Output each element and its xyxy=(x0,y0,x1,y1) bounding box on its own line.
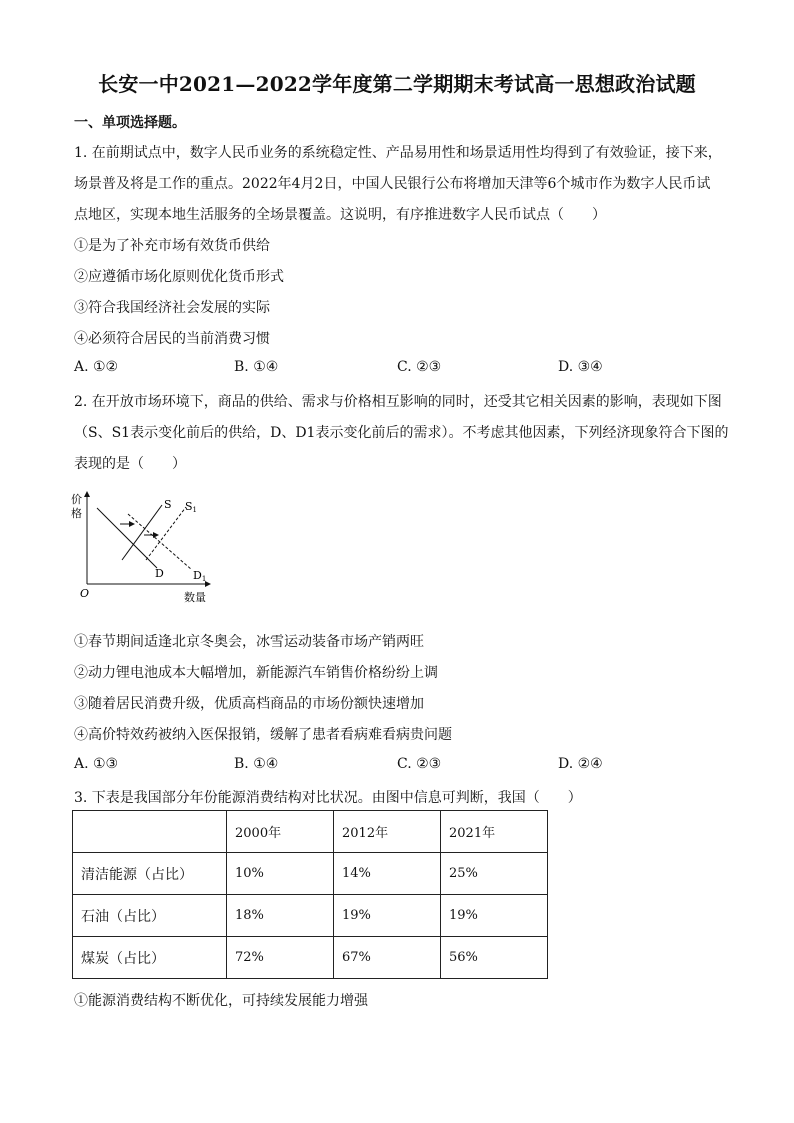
table-header-cell: 2000年 xyxy=(227,811,334,853)
table-cell: 19% xyxy=(334,895,441,937)
table-row xyxy=(73,895,548,937)
y-axis-label-1: 价 xyxy=(71,493,82,506)
demand-curve-d xyxy=(97,508,157,568)
q2-option-b: B. ①④ xyxy=(234,756,279,772)
q1-item-1: ①是为了补充市场有效货币供给 xyxy=(74,238,270,254)
section-heading: 一、单项选择题。 xyxy=(74,115,186,131)
table-header-cell xyxy=(73,811,227,853)
demand-curve-d1 xyxy=(128,514,192,570)
q3-item-1: ①能源消费结构不断优化，可持续发展能力增强 xyxy=(74,993,368,1009)
label-d: D xyxy=(155,567,164,580)
supply-curve-s xyxy=(122,505,162,560)
origin-label: O xyxy=(80,587,90,600)
table-header-row xyxy=(73,811,548,853)
page-title: 长安一中2021—2022学年度第二学期期末考试高一思想政治试题 xyxy=(98,72,696,96)
table-header-cell: 2012年 xyxy=(334,811,441,853)
q2-item-1: ①春节期间适逢北京冬奥会，冰雪运动装备市场产销两旺 xyxy=(74,634,424,650)
label-s1-sub: 1 xyxy=(192,506,198,514)
table-header-cell: 2021年 xyxy=(441,811,548,853)
q1-line-1: 1. 在前期试点中，数字人民币业务的系统稳定性、产品易用性和场景适用性均得到了有效验证，接下来， xyxy=(74,145,722,161)
q2-option-c: C. ②③ xyxy=(397,756,442,772)
q1-line-2: 场景普及将是工作的重点。2022年4月2日，中国人民银行公布将增加天津等6个城市作为数字人民币试 xyxy=(74,176,711,192)
table-cell: 67% xyxy=(334,937,441,979)
label-d1 xyxy=(193,569,206,583)
table-cell: 56% xyxy=(441,937,548,979)
q1-item-4: ④必须符合居民的当前消费习惯 xyxy=(74,331,270,347)
energy-table xyxy=(72,810,548,979)
q2-item-4: ④高价特效药被纳入医保报销，缓解了患者看病难看病贵问题 xyxy=(74,727,452,743)
supply-curve-s1 xyxy=(146,507,186,560)
q2-item-2: ②动力锂电池成本大幅增加，新能源汽车销售价格纷纷上调 xyxy=(74,665,438,681)
table-cell: 煤炭（占比） xyxy=(73,937,227,979)
supply-demand-figure xyxy=(68,488,218,608)
q1-item-3: ③符合我国经济社会发展的实际 xyxy=(74,300,270,316)
table-cell: 14% xyxy=(334,853,441,895)
table-cell: 19% xyxy=(441,895,548,937)
label-s: S xyxy=(164,498,172,511)
q2-line-3: 表现的是（ ） xyxy=(74,456,186,472)
table-row xyxy=(73,937,548,979)
q2-line-2: （S、S1表示变化前后的供给，D、D1表示变化前后的需求）。不考虑其他因素，下列经济现象符合下图的 xyxy=(74,425,729,441)
q1-line-3: 点地区，实现本地生活服务的全场景覆盖。这说明，有序推进数字人民币试点（ ） xyxy=(74,207,606,223)
table-cell: 72% xyxy=(227,937,334,979)
table-cell: 清洁能源（占比） xyxy=(73,853,227,895)
q1-option-a: A. ①② xyxy=(74,359,119,375)
q2-line-1: 2. 在开放市场环境下，商品的供给、需求与价格相互影响的同时，还受其它相关因素的影响，表现如下图 xyxy=(74,394,722,410)
table-row xyxy=(73,853,548,895)
label-d1-sub: 1 xyxy=(201,575,207,583)
label-s1-main: S xyxy=(185,500,193,513)
q3-line-1: 3. 下表是我国部分年份能源消费结构对比状况。由图中信息可判断，我国（ ） xyxy=(74,790,582,806)
label-d1-main: D xyxy=(193,569,202,582)
table-cell: 25% xyxy=(441,853,548,895)
x-axis-label: 数量 xyxy=(184,591,206,604)
table-cell: 石油（占比） xyxy=(73,895,227,937)
q2-option-d: D. ②④ xyxy=(558,756,603,772)
q2-item-3: ③随着居民消费升级，优质高档商品的市场份额快速增加 xyxy=(74,696,424,712)
q1-option-c: C. ②③ xyxy=(397,359,442,375)
q1-item-2: ②应遵循市场化原则优化货币形式 xyxy=(74,269,284,285)
y-axis-label-2: 格 xyxy=(71,507,82,520)
q1-option-b: B. ①④ xyxy=(234,359,279,375)
table-cell: 10% xyxy=(227,853,334,895)
q1-option-d: D. ③④ xyxy=(558,359,603,375)
label-s1 xyxy=(185,500,197,514)
q2-option-a: A. ①③ xyxy=(74,756,119,772)
table-cell: 18% xyxy=(227,895,334,937)
